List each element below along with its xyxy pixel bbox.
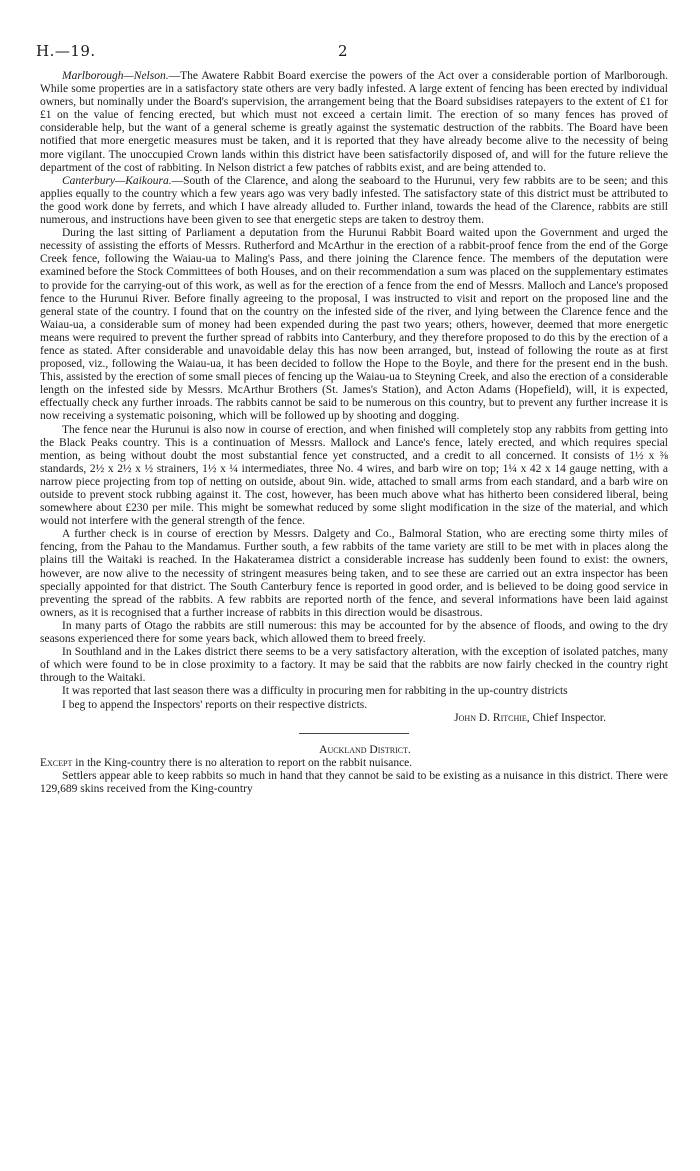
section-divider (299, 733, 409, 734)
district-paragraph-1 (40, 757, 668, 770)
paragraph-deputation: During the last sitting of Parliament a deputation from the Hurunui Rabbit Board waited upon the Government and urged the necessity of assisting the efforts of Messrs. Rutherford and McArthur in the erection of a rabbit-proof fence from the end of the Gorge Creek fence, following the Waiau-ua to Maling's Pass, and there joining the Clarence fence. The members of the deputation were examined before the Stock Committees of both Houses, and on their recommendation a sum was placed on the supplementary estimates to provide for the carrying-out of this work, as well as for the erection of a fence from the end of Messrs. Malloch and Lance's proposed fence to the Hurunui River. Before finally agreeing to the proposal, I was instructed to visit and report on the proposed line and the general state of the country. I found that on the country on the infested side of the river, and lying between the Clarence fence and the Waiau-ua, a considerable sum of money had been expended during the past two years; others, however, deemed that more energetic means were required to prevent the further spread of rabbits into Canterbury, and they therefore proposed to do this by the erection of a fence as stated. After considerable and unavoidable delay this has now been arranged, but, instead of following the route as at first proposed, viz., following the Waiau-ua, it has been decided to follow the Hope to the Boyle, and there for the present end in the bush. This, assisted by the erection of some small pieces of fencing up the Waiau-ua to Steyning Creek, and also the erection of a considerable length on the infested side by Messrs. McArthur Brothers (St. James's Station), and Acton Adams (Hopefield), will, it is expected, effectually check any further inroads. The rabbits cannot be said to be numerous on this country, but to prevent any further increase it is now receiving a systematic poisoning, which will be followed up by shooting and dogging. (40, 227, 668, 423)
drop-word: Except (40, 756, 73, 769)
signature-name: John D. Ritchie (454, 711, 527, 724)
section-heading: Canterbury—Kaikoura. (62, 174, 172, 187)
section-canterbury-kaikoura (40, 175, 668, 227)
paragraph-hurunui-fence: The fence near the Hurunui is also now in course of erection, and when finished will completely stop any rabbits from getting into the Black Peaks country. This is a continuation of Messrs. Mallock and Lance's fence, lately erected, and which requires special mention, as being without doubt the most substantial fence yet constructed, and a credit to all concerned. It consists of 1½ x ⅜ standards, 2½ x 2½ x ½ strainers, 1½ x ¼ intermediates, three No. 4 wires, and barb wire on top; 1¼ x 42 x 14 gauge netting, with a narrow piece projecting from top of netting on outside, about 9in. wide, attached to small arms from each standard, and a barb wire on outside to prevent stock rubbing against it. The cost, however, has been much above what has hitherto been considered liberal, being somewhere about £230 per mile. This might be somewhat reduced by some slight modification in the size of the material, and which would not interfere with the general strength of the fence. (40, 423, 668, 528)
district-paragraph-2: Settlers appear able to keep rabbits so much in hand that they cannot be said to be existing as a nuisance in this district. There were 129,689 skins received from the King-country (40, 769, 668, 795)
paragraph-up-country: It was reported that last season there was a difficulty in procuring men for rabbiting in the up-country districts (62, 685, 568, 698)
section-text: —South of the Clarence, and along the seaboard to the Hurunui, very few rabbits are to be seen; and this applies equally to the country which a few years ago was very badly infested. The satisfactory state of this district must be attributed to the good work done by ferrets, and which I have already alluded to. Further inland, towards the head of the Clarence, rabbits are still numerous, and instructions have been given to see that energetic steps are taken to destroy them. (40, 174, 668, 227)
paragraph-otago: In many parts of Otago the rabbits are still numerous: this may be accounted for by the absence of floods, and owing to the dry seasons experienced there for some years back, which allowed them to breed freely. (40, 619, 668, 646)
signature-title: , Chief Inspector. (526, 711, 606, 724)
document-reference: H.—19. (36, 42, 96, 60)
district-heading: Auckland District. (319, 743, 411, 756)
section-text: —The Awatere Rabbit Board exercise the powers of the Act over a considerable portion of Marlborough. While some properties are in a satisfactory state others are very badly infested. A large extent of fencing has been erected by individual owners, but nominally under the Board's supervision, the arrangement being that the Board subsidises ratepayers to the extent of £1 for £1 on the value of fencing erected, but which must not exceed a certain limit. The erection of so many fences has proved of considerable help, but the want of a general scheme is greatly against the systematic destruction of the rabbits. The Board have been notified that more energetic measures must be taken, and it is reported that they have already become alive to the necessity of being more vigilant. The unoccupied Crown lands within this district have been satisfactorily disposed of, and will for the future relieve the department of the cost of rabbiting. In Nelson district a few patches of rabbits exist, and are being attended to. (40, 70, 668, 174)
section-heading: Marlborough—Nelson. (62, 70, 169, 82)
section-marlborough-nelson (40, 70, 668, 175)
district-paragraph-1-text: in the King-country there is no alteration to report on the rabbit nuisance. (72, 756, 413, 769)
document-body (40, 70, 668, 796)
paragraph-further-check: A further check is in course of erection by Messrs. Dalgety and Co., Balmoral Station, who are erecting some thirty miles of fencing, from the Pahau to the Mandamus. Further south, a few rabbits of the tame variety are still to be met with in places along the plains till the Waitaki is reached. In the Hakateramea district a considerable increase has suddenly been found to exist: the owners, however, are now alive to the necessity of stringent measures being taken, and to see these are carried out an extra inspector has been specially appointed for that district. The South Canterbury fence is reported in good order, and is believed to be doing good service in preventing the spread of the rabbits. A few rabbits are reported north of the fence, and several informations have been laid against owners, as it is recognised that a further increase of rabbits in this direction would be disastrous. (40, 528, 668, 619)
paragraph-append: I beg to append the Inspectors' reports on their respective districts. (62, 698, 368, 711)
paragraph-southland: In Southland and in the Lakes district there seems to be a very satisfactory alteration, with the exception of isolated patches, many of which were found to be in close proximity to a factory. It may be said that the rabbits are now fairly checked in the country right through to the Waitaki. (40, 646, 668, 685)
signature (40, 712, 668, 725)
page-number: 2 (338, 42, 348, 60)
